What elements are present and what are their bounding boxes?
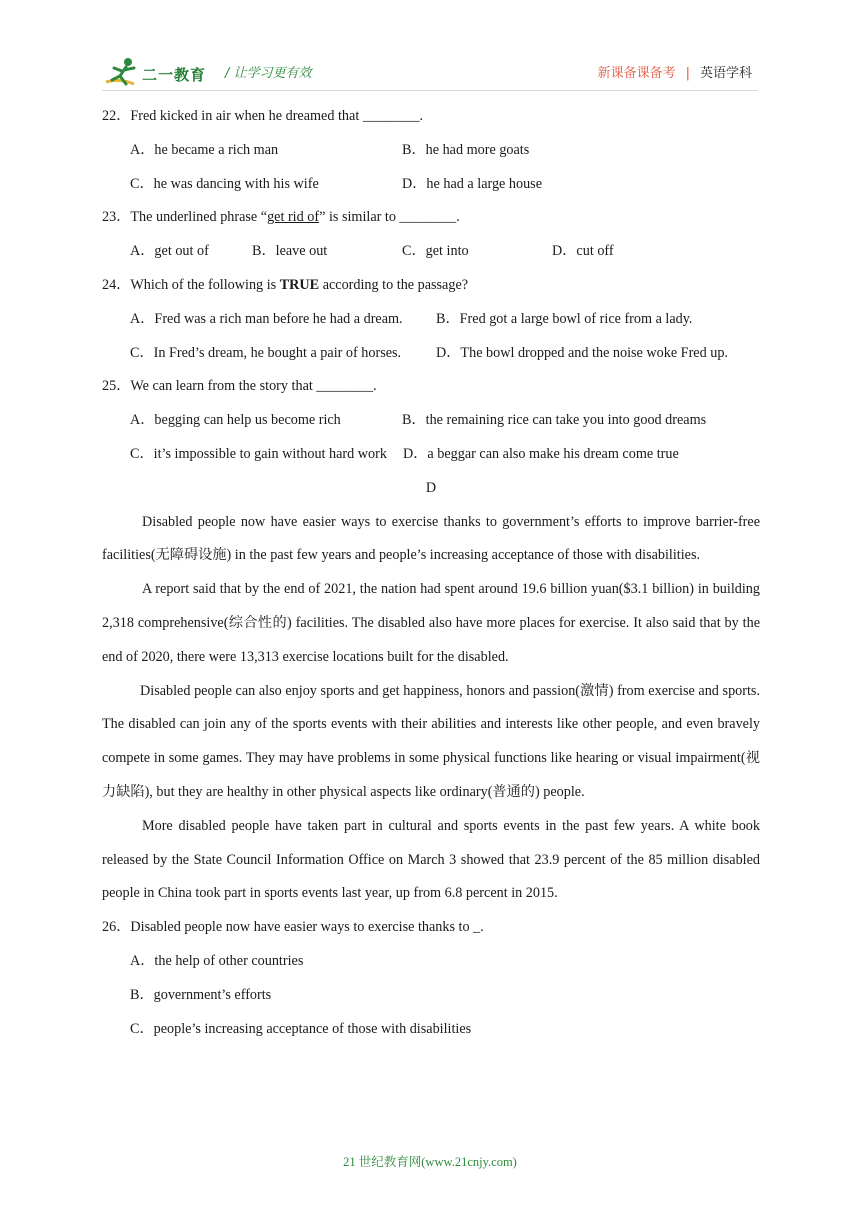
- q24-stem-bold: TRUE: [279, 276, 320, 293]
- question-26-option: [102, 1013, 760, 1047]
- question-23-stem: [102, 201, 760, 235]
- q25-option-d: D．a beggar can also make his dream come true: [403, 445, 679, 462]
- q22-option-c: C．he was dancing with his wife: [130, 175, 319, 192]
- q24-stem-pre: 24．Which of the following is: [102, 276, 280, 293]
- question-24-options-row-2: [102, 337, 760, 371]
- passage-paragraph: Disabled people now have easier ways to exercise thanks to government’s efforts to improve barrier-free facilities(无障碍设施) in the past few years and people’s increasing acceptance of those with disabilities.: [102, 513, 760, 564]
- question-22-options-row-2: [102, 168, 760, 202]
- document-body: [102, 100, 760, 1046]
- passage-paragraph: A report said that by the end of 2021, the nation had spent around 19.6 billion yuan($3.1 billion) in building 2,318 comprehensive(综合性的) facilities. The disabled also have more places for exercise. It also said that by the end of 2020, there were 13,313 exercise locations built for the disabled.: [102, 581, 760, 665]
- question-23-options-row: [102, 235, 760, 269]
- q24-stem-post: according to the passage?: [319, 276, 469, 293]
- q23-option-d: D．cut off: [552, 243, 614, 260]
- question-25-stem: 25．We can learn from the story that ________.: [102, 378, 377, 395]
- logo-text: 二一教育: [142, 66, 207, 84]
- q25-option-b: B．the remaining rice can take you into good dreams: [402, 412, 707, 429]
- q23-option-b: B．leave out: [252, 243, 328, 260]
- page-header: [0, 0, 860, 100]
- q23-option-a: A．get out of: [130, 243, 209, 260]
- question-24-options-row-1: [102, 303, 760, 337]
- q24-option-c: C．In Fred’s dream, he bought a pair of horses.: [130, 344, 402, 361]
- q24-option-a: A．Fred was a rich man before he had a dream.: [130, 310, 403, 327]
- q22-option-b: B．he had more goats: [402, 141, 530, 158]
- question-26-option: [102, 945, 760, 979]
- q22-option-a: A．he became a rich man: [130, 141, 279, 158]
- question-24-stem: [102, 269, 760, 303]
- page-footer: 21 世纪教育网(www.21cnjy.com): [343, 1155, 517, 1169]
- header-subject-label: 英语学科: [699, 66, 752, 81]
- q23-option-c: C．get into: [402, 243, 469, 260]
- q26-option-c: C．people’s increasing acceptance of those with disabilities: [130, 1020, 472, 1037]
- q24-option-b: B．Fred got a large bowl of rice from a lady.: [436, 310, 693, 327]
- q23-underlined-phrase: get rid of: [267, 209, 320, 226]
- header-divider: [102, 90, 758, 91]
- question-26-stem: 26．Disabled people now have easier ways to exercise thanks to _.: [102, 919, 484, 936]
- q24-option-d: D．The bowl dropped and the noise woke Fred up.: [436, 344, 728, 361]
- q23-stem-pre: 23．The underlined phrase “: [102, 209, 268, 226]
- q23-stem-post: ” is similar to ________.: [319, 209, 460, 226]
- question-25-options-row-2: [102, 438, 760, 472]
- header-right: [598, 62, 752, 81]
- passage-paragraph: Disabled people can also enjoy sports and get happiness, honors and passion(激情) from exercise and sports. The disabled can join any of the sports events with their abilities and interests like other people, and even bravely compete in some games. They may have problems in some physical functions like hearing or visual impairment(视力缺陷), but they are healthy in other physical aspects like ordinary(普通的) people.: [102, 682, 760, 800]
- q22-option-d: D．he had a large house: [402, 175, 542, 192]
- passage-paragraph: More disabled people have taken part in cultural and sports events in the past few years. A white book released by the State Council Information Office on March 3 showed that 23.9 percent of the 85 million disabled people in China took part in sports events last year, up from 6.8 percent in 2015.: [102, 817, 760, 902]
- section-d-title: D: [425, 479, 437, 496]
- header-separator: |: [685, 66, 690, 81]
- header-course-label: 新课备课备考: [597, 66, 676, 81]
- slogan: / 让学习更有效: [225, 66, 312, 81]
- question-25-options-row-1: [102, 404, 760, 438]
- q25-option-c: C．it’s impossible to gain without hard work: [130, 445, 387, 462]
- q26-option-a: A．the help of other countries: [130, 952, 304, 969]
- q25-option-a: A．begging can help us become rich: [130, 412, 341, 429]
- question-26-option: [102, 979, 760, 1013]
- q26-option-b: B．government’s efforts: [130, 986, 272, 1003]
- question-22-stem: 22．Fred kicked in air when he dreamed that ________.: [102, 108, 424, 124]
- question-22-options-row-1: [102, 134, 760, 168]
